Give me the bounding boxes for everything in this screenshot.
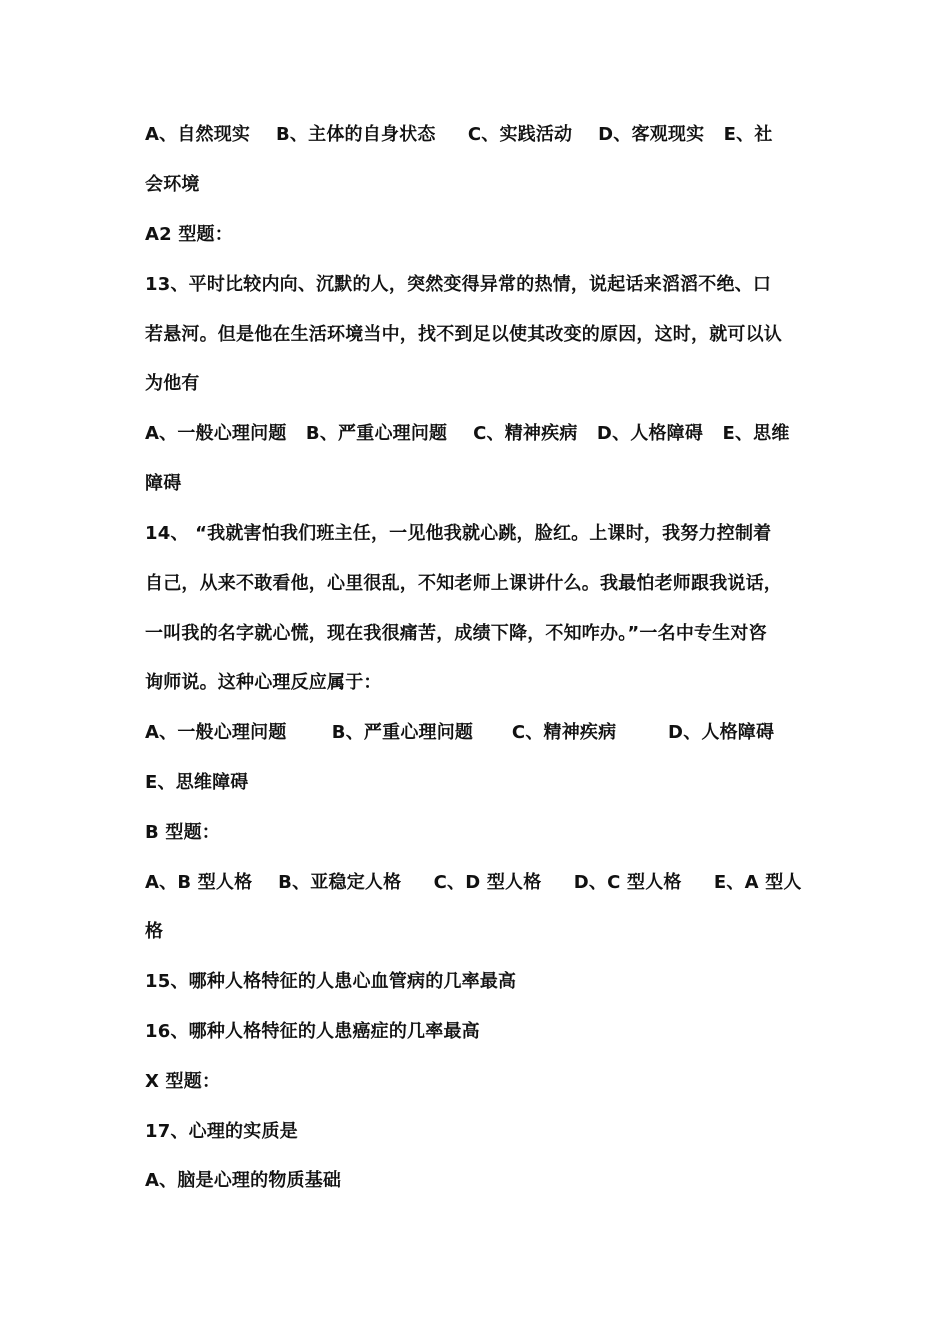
section-heading: A2 型题：: [145, 224, 233, 245]
question-text: 17、心理的实质是: [145, 1121, 298, 1142]
section-heading: X 型题：: [145, 1071, 221, 1092]
answer-options: 障碍: [145, 473, 182, 494]
answer-options: 格: [145, 921, 164, 942]
question-text: 为他有: [145, 373, 200, 394]
question-text: 一叫我的名字就心慌，现在我很痛苦，成绩下降，不知咋办。”一名中专生对咨: [145, 623, 767, 644]
answer-options: A、一般心理问题 B、严重心理问题 C、精神疾病 D、人格障碍: [145, 722, 775, 743]
answer-options: E、思维障碍: [145, 772, 249, 793]
question-text: 14、 “我就害怕我们班主任，一见他我就心跳，脸红。上课时，我努力控制着: [145, 523, 772, 544]
text-line: A、自然现实 B、主体的自身状态 C、实践活动 D、客观现实 E、社: [145, 124, 773, 145]
question-text: 自己，从来不敢看他，心里很乱，不知老师上课讲什么。我最怕老师跟我说话，: [145, 573, 782, 594]
question-text: 13、平时比较内向、沉默的人，突然变得异常的热情，说起话来滔滔不绝、口: [145, 274, 772, 295]
question-text: 询师说。这种心理反应属于：: [145, 672, 382, 693]
answer-options: A、一般心理问题 B、严重心理问题 C、精神疾病 D、人格障碍 E、思维: [145, 423, 790, 444]
section-heading: B 型题：: [145, 822, 220, 843]
question-text: 若悬河。但是他在生活环境当中，找不到足以使其改变的原因，这时，就可以认: [145, 324, 782, 345]
text-line: 会环境: [145, 174, 200, 195]
question-text: 16、哪种人格特征的人患癌症的几率最高: [145, 1021, 480, 1042]
answer-options: A、B 型人格 B、亚稳定人格 C、D 型人格 D、C 型人格 E、A 型人: [145, 872, 802, 893]
answer-options: A、脑是心理的物质基础: [145, 1170, 342, 1191]
question-text: 15、哪种人格特征的人患心血管病的几率最高: [145, 971, 517, 992]
